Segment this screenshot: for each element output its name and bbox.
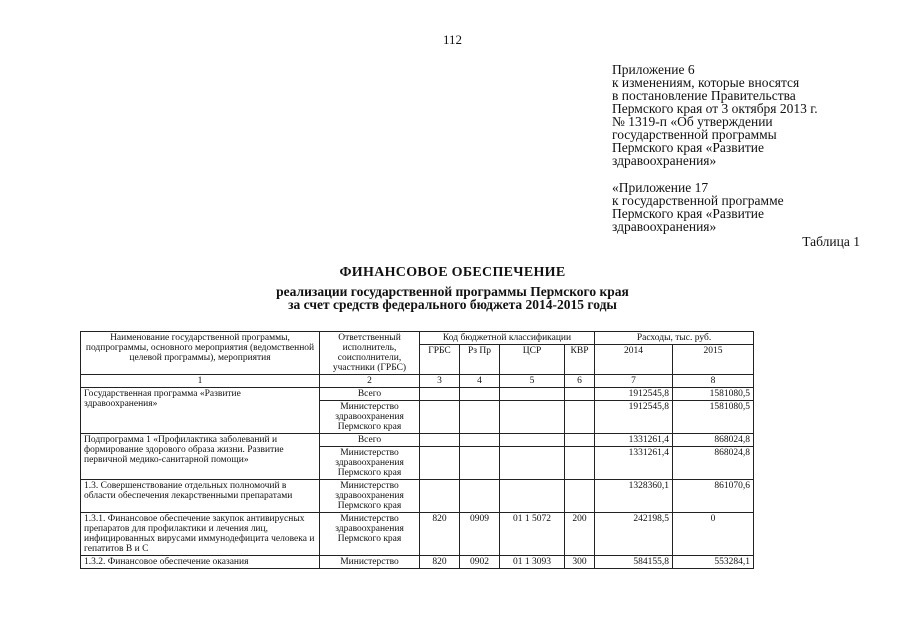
row-total-2014: 1912545,8: [595, 388, 673, 401]
row-2015: 861070,6: [673, 480, 754, 513]
row-total-2015: 868024,8: [673, 434, 754, 447]
row-name: 1.3.1. Финансовое обеспечение закупок антивирусных препаратов для профилактики и лечения лиц, инфицированных вирусами иммунодефицита человека и гепатитов В и С: [81, 513, 320, 556]
appendix-block: [612, 63, 892, 167]
row-grbs: 820: [420, 513, 460, 556]
row-name: 1.3. Совершенствование отдельных полномочий в области обеспечения лекарственными препаратами: [81, 480, 320, 513]
row-total-label: Всего: [320, 388, 420, 401]
appendix2-line: здравоохранения»: [612, 219, 717, 234]
appendix-line: Приложение 6: [612, 62, 695, 77]
appendix-line: здравоохранения»: [612, 153, 717, 168]
row-2015: 868024,8: [673, 447, 754, 480]
header-2014: 2014: [595, 345, 673, 375]
row-total-2015: 1581080,5: [673, 388, 754, 401]
row-2014: 1328360,1: [595, 480, 673, 513]
row-2014: 242198,5: [595, 513, 673, 556]
col-number: 8: [673, 375, 754, 388]
header-rzpr: Рз Пр: [460, 345, 500, 375]
table-row: [81, 388, 754, 401]
row-2015: 1581080,5: [673, 401, 754, 434]
header-name: Наименование государственной программы, подпрограммы, основного мероприятия (ведомственной целевой программы), мероприятия: [81, 332, 320, 375]
appendix-line: государственной программы: [612, 127, 777, 142]
row-total-label: Всего: [320, 434, 420, 447]
column-number-row: [81, 375, 754, 388]
row-grbs: 820: [420, 556, 460, 569]
financing-table: [80, 331, 754, 569]
row-name: Подпрограмма 1 «Профилактика заболеваний и формирование здорового образа жизни. Развитие первичной медико-санитарной помощи»: [81, 434, 320, 480]
appendix2-line: к государственной программе: [612, 193, 784, 208]
appendix2-line: «Приложение 17: [612, 180, 709, 195]
row-executor: Министерство здравоохранения Пермского края: [320, 480, 420, 513]
appendix-line: в постановление Правительства: [612, 88, 796, 103]
header-expenses: Расходы, тыс. руб.: [595, 332, 754, 345]
row-csr: [500, 480, 565, 513]
appendix-line: Пермского края от 3 октября 2013 г.: [612, 101, 818, 116]
row-total-2014: 1331261,4: [595, 434, 673, 447]
col-number: 7: [595, 375, 673, 388]
col-number: 1: [81, 375, 320, 388]
document-subtitle: реализации государственной программы Пермского края: [276, 284, 629, 299]
table-row: [81, 480, 754, 513]
col-number: 6: [565, 375, 595, 388]
header-executor: Ответственный исполнитель, соисполнители, участники (ГРБС): [320, 332, 420, 375]
row-name: Государственная программа «Развитие здравоохранения»: [81, 388, 320, 434]
header-csr: ЦСР: [500, 345, 565, 375]
table-row: [81, 513, 754, 556]
header-2015: 2015: [673, 345, 754, 375]
row-executor: Министерство здравоохранения Пермского края: [320, 447, 420, 480]
row-2014: 1331261,4: [595, 447, 673, 480]
row-2015: 0: [673, 513, 754, 556]
page-number: 112: [442, 32, 463, 47]
row-rzpr: 0902: [460, 556, 500, 569]
table-row: [81, 556, 754, 569]
appendix-line: № 1319-п «Об утверждении: [612, 114, 773, 129]
row-kvr: 200: [565, 513, 595, 556]
document-title: ФИНАНСОВОЕ ОБЕСПЕЧЕНИЕ: [339, 265, 566, 280]
row-csr: 01 1 5072: [500, 513, 565, 556]
header-budget-code: Код бюджетной классификации: [420, 332, 595, 345]
header-kvr: КВР: [565, 345, 595, 375]
row-executor: Министерство здравоохранения Пермского края: [320, 401, 420, 434]
row-grbs: [420, 480, 460, 513]
row-2014: 584155,8: [595, 556, 673, 569]
row-executor: Министерство: [320, 556, 420, 569]
row-rzpr: [460, 480, 500, 513]
col-number: 5: [500, 375, 565, 388]
appendix-line: Пермского края «Развитие: [612, 140, 764, 155]
row-kvr: [565, 480, 595, 513]
row-name: 1.3.2. Финансовое обеспечение оказания: [81, 556, 320, 569]
col-number: 3: [420, 375, 460, 388]
appendix-block-2: [612, 181, 892, 233]
appendix2-line: Пермского края «Развитие: [612, 206, 764, 221]
row-kvr: 300: [565, 556, 595, 569]
row-executor: Министерство здравоохранения Пермского края: [320, 513, 420, 556]
table-label: Таблица 1: [802, 234, 860, 249]
row-rzpr: 0909: [460, 513, 500, 556]
row-2014: 1912545,8: [595, 401, 673, 434]
row-csr: 01 1 3093: [500, 556, 565, 569]
document-subtitle-2: за счет средств федерального бюджета 2014-2015 годы: [288, 297, 617, 312]
col-number: 2: [320, 375, 420, 388]
table-row: [81, 434, 754, 447]
table-header-row: [81, 332, 754, 345]
header-grbs: ГРБС: [420, 345, 460, 375]
row-2015: 553284,1: [673, 556, 754, 569]
appendix-line: к изменениям, которые вносятся: [612, 75, 800, 90]
col-number: 4: [460, 375, 500, 388]
